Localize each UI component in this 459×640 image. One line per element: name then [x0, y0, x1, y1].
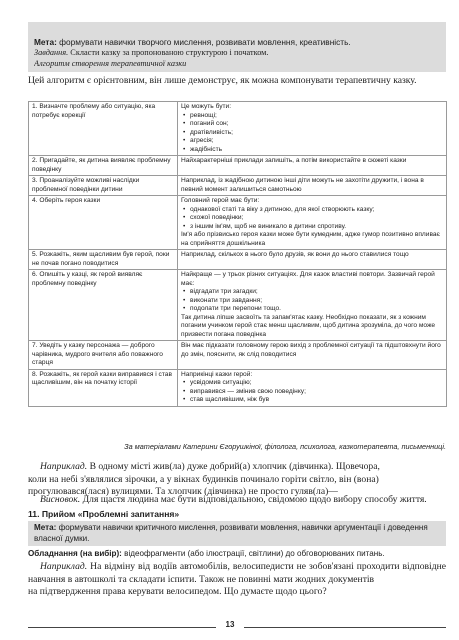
conclusion-text: Для щастя людина має бути відповідальною, свідомою щодо вибору способу життя. — [82, 494, 427, 505]
equipment-line — [28, 549, 446, 560]
conclusion-paragraph — [28, 494, 446, 507]
bullet-item: • схожої поведінки; — [181, 214, 443, 223]
bullet-item: • агресія; — [181, 137, 443, 146]
section-goal-line: формувати навички критичного мислення, розвивати мовлення, навички аргументації і доведення власної думки. — [34, 523, 428, 543]
footer-rule-right — [244, 627, 446, 628]
goal-line — [34, 37, 444, 47]
bullet-item: • дратівливість; — [181, 129, 443, 138]
table-step-cell: 1. Визначте проблему або ситуацію, яка потребує корекції — [29, 102, 178, 156]
description-text: Найкраще — у трьох різних ситуаціях. Для казок властиві повтори. Зазвичай герой має: — [181, 271, 435, 287]
section-example-paragraph — [28, 561, 446, 599]
description-text: Це можуть бути: — [181, 103, 232, 110]
description-text: Ім'я або прізвисько героя казки може бути кумедним, адже гумор позитивно впливає на сприйняття дошкільника — [181, 231, 440, 247]
table-step-cell: 2. Пригадайте, як дитина виявляє проблемну поведінку — [29, 156, 178, 176]
bullet-item: • з іншим ім'ям, щоб не виникало в дитини спротиву. — [181, 223, 443, 232]
task-line — [34, 48, 444, 58]
section-goal-label: Мета: — [34, 523, 57, 532]
example-line-1 — [28, 461, 446, 474]
source-note: За матеріалами Катерини Єгорушкіної, філолога, психолога, казкотерапевта, письменниці. — [124, 442, 446, 451]
section-example-text-1: На відміну від водіїв автомобілів, велосипедисти не зобов'язані проходити відповідне навчання в автошколі та складати іспити. Також не повинні мати жодних документів — [28, 561, 446, 585]
table-step-cell: 8. Розкажіть, як герой казки виправився і став щасливішим, він на початку історії — [29, 369, 178, 406]
bullet-item: • виправився — змінив свою поведінку; — [181, 388, 443, 397]
description-text: Він має підказати головному герою вихід з проблемної ситуації та підштовхнути його до змін, пояснити, як слід поводитися — [181, 342, 441, 358]
example-line-3: прогулювався(лася) вулицями. Та хлопчик (дівчинка) не просто гуляв(ла)— — [28, 486, 338, 497]
description-text: Наприклад, скількох в нього було друзів, як вони до нього ставилися тощо — [181, 251, 409, 258]
example-label: Наприклад. — [40, 461, 88, 472]
table-description-cell — [178, 341, 447, 370]
task-label: Завдання. — [34, 48, 69, 57]
table-step-cell: 6. Опишіть у казці, як герой виявляє проблемну поведінку — [29, 270, 178, 341]
table-step-cell: 3. Проаналізуйте можливі наслідки проблемної поведінки дитини — [29, 176, 178, 196]
section-heading: 11. Прийом «Проблемні запитання» — [28, 509, 180, 519]
table-description-cell — [178, 369, 447, 406]
example-paragraph — [28, 461, 446, 499]
table-description-cell — [178, 250, 447, 270]
example-text-1: В одному місті жив(ла) дуже добрий(а) хлопчик (дівчинка). Щовечора, — [89, 461, 380, 472]
table-step-cell: 5. Розкажіть, яким щасливим був герой, поки не почав погано поводитися — [29, 250, 178, 270]
bullet-item: • подолати три перепони тощо. — [181, 305, 443, 314]
equipment-text: відеофрагменти (або ілюстрації, світлини) до обговорюваних питань. — [124, 549, 385, 558]
table-description-cell — [178, 156, 447, 176]
section-example-line-1 — [28, 561, 446, 586]
description-text: Так дитина ліпше засвоїть та запам'ятає казку. Необхідно показати, як з кожним поганим учинком герой стає менш щасливим, щоб дитина зрозуміла, до чого може призвести погана поведінка — [181, 313, 436, 338]
bullet-item: • усвідомив ситуацію; — [181, 379, 443, 388]
table-description-cell — [178, 270, 447, 341]
bullet-item: • виконати три завдання; — [181, 297, 443, 306]
table-description-cell — [178, 196, 447, 250]
task-text: Скласти казку за пропонованою структурою і початком. — [70, 48, 269, 57]
description-text: Найхарактерніші приклади запишіть, а потім використайте в сюжеті казки — [181, 157, 407, 164]
table-description-cell — [178, 176, 447, 196]
intro-paragraph: Цей алгоритм є орієнтовним, він лише демонструє, як можна компонувати терапевтичну казку. — [28, 75, 417, 86]
description-text: Наприкінці казки герой: — [181, 370, 253, 378]
table-row — [29, 196, 447, 250]
goal-label: Мета: — [34, 37, 57, 47]
algorithm-table — [28, 101, 447, 407]
table-row — [29, 270, 447, 341]
table-row — [29, 102, 447, 156]
table-row — [29, 250, 447, 270]
bullet-item: • ревнощі; — [181, 112, 443, 121]
table-row — [29, 156, 447, 176]
table-step-cell: 4. Оберіть героя казки — [29, 196, 178, 250]
section-example-line-2: на підтвердження права керувати велосипедом. Що думаєте щодо цього? — [28, 586, 327, 597]
conclusion-label: Висновок. — [40, 494, 81, 505]
table-step-cell: 7. Уведіть у казку персонажа — доброго чарівника, мудрого вчителя або поважного старця — [29, 341, 178, 370]
goal-text: формувати навички творчого мислення, розвивати мовлення, креативність. — [59, 37, 351, 47]
section-goal-text — [34, 523, 440, 544]
description-text: Наприклад, із жадібною дитиною інші діти можуть не захотіти дружити, і вона в певний момент залишиться самотньою — [181, 177, 424, 193]
section-example-label: Наприклад. — [40, 561, 88, 572]
bullet-item: • став щасливішим, ніж був — [181, 396, 443, 405]
bullet-item: • жадібність — [181, 146, 443, 155]
algorithm-title: Алгоритм створення терапевтичної казки — [34, 59, 187, 68]
footer-rule-left — [28, 627, 216, 628]
example-line-2: коли на небі з'являлися зірочки, а у вікнах будинків починало горіти світло, він (вона) — [28, 473, 379, 485]
bullet-item: • однакової статі та віку з дитиною, для якої створюють казку; — [181, 206, 443, 215]
table-description-cell — [178, 102, 447, 156]
table-row — [29, 341, 447, 370]
description-text: Головний герой має бути: — [181, 197, 260, 204]
page-number: 13 — [225, 620, 235, 629]
equipment-label: Обладнання (на вибір): — [28, 549, 122, 558]
bullet-item: • відгадати три загадки; — [181, 288, 443, 297]
bullet-item: • поганий сон; — [181, 120, 443, 129]
table-row — [29, 369, 447, 406]
table-row — [29, 176, 447, 196]
